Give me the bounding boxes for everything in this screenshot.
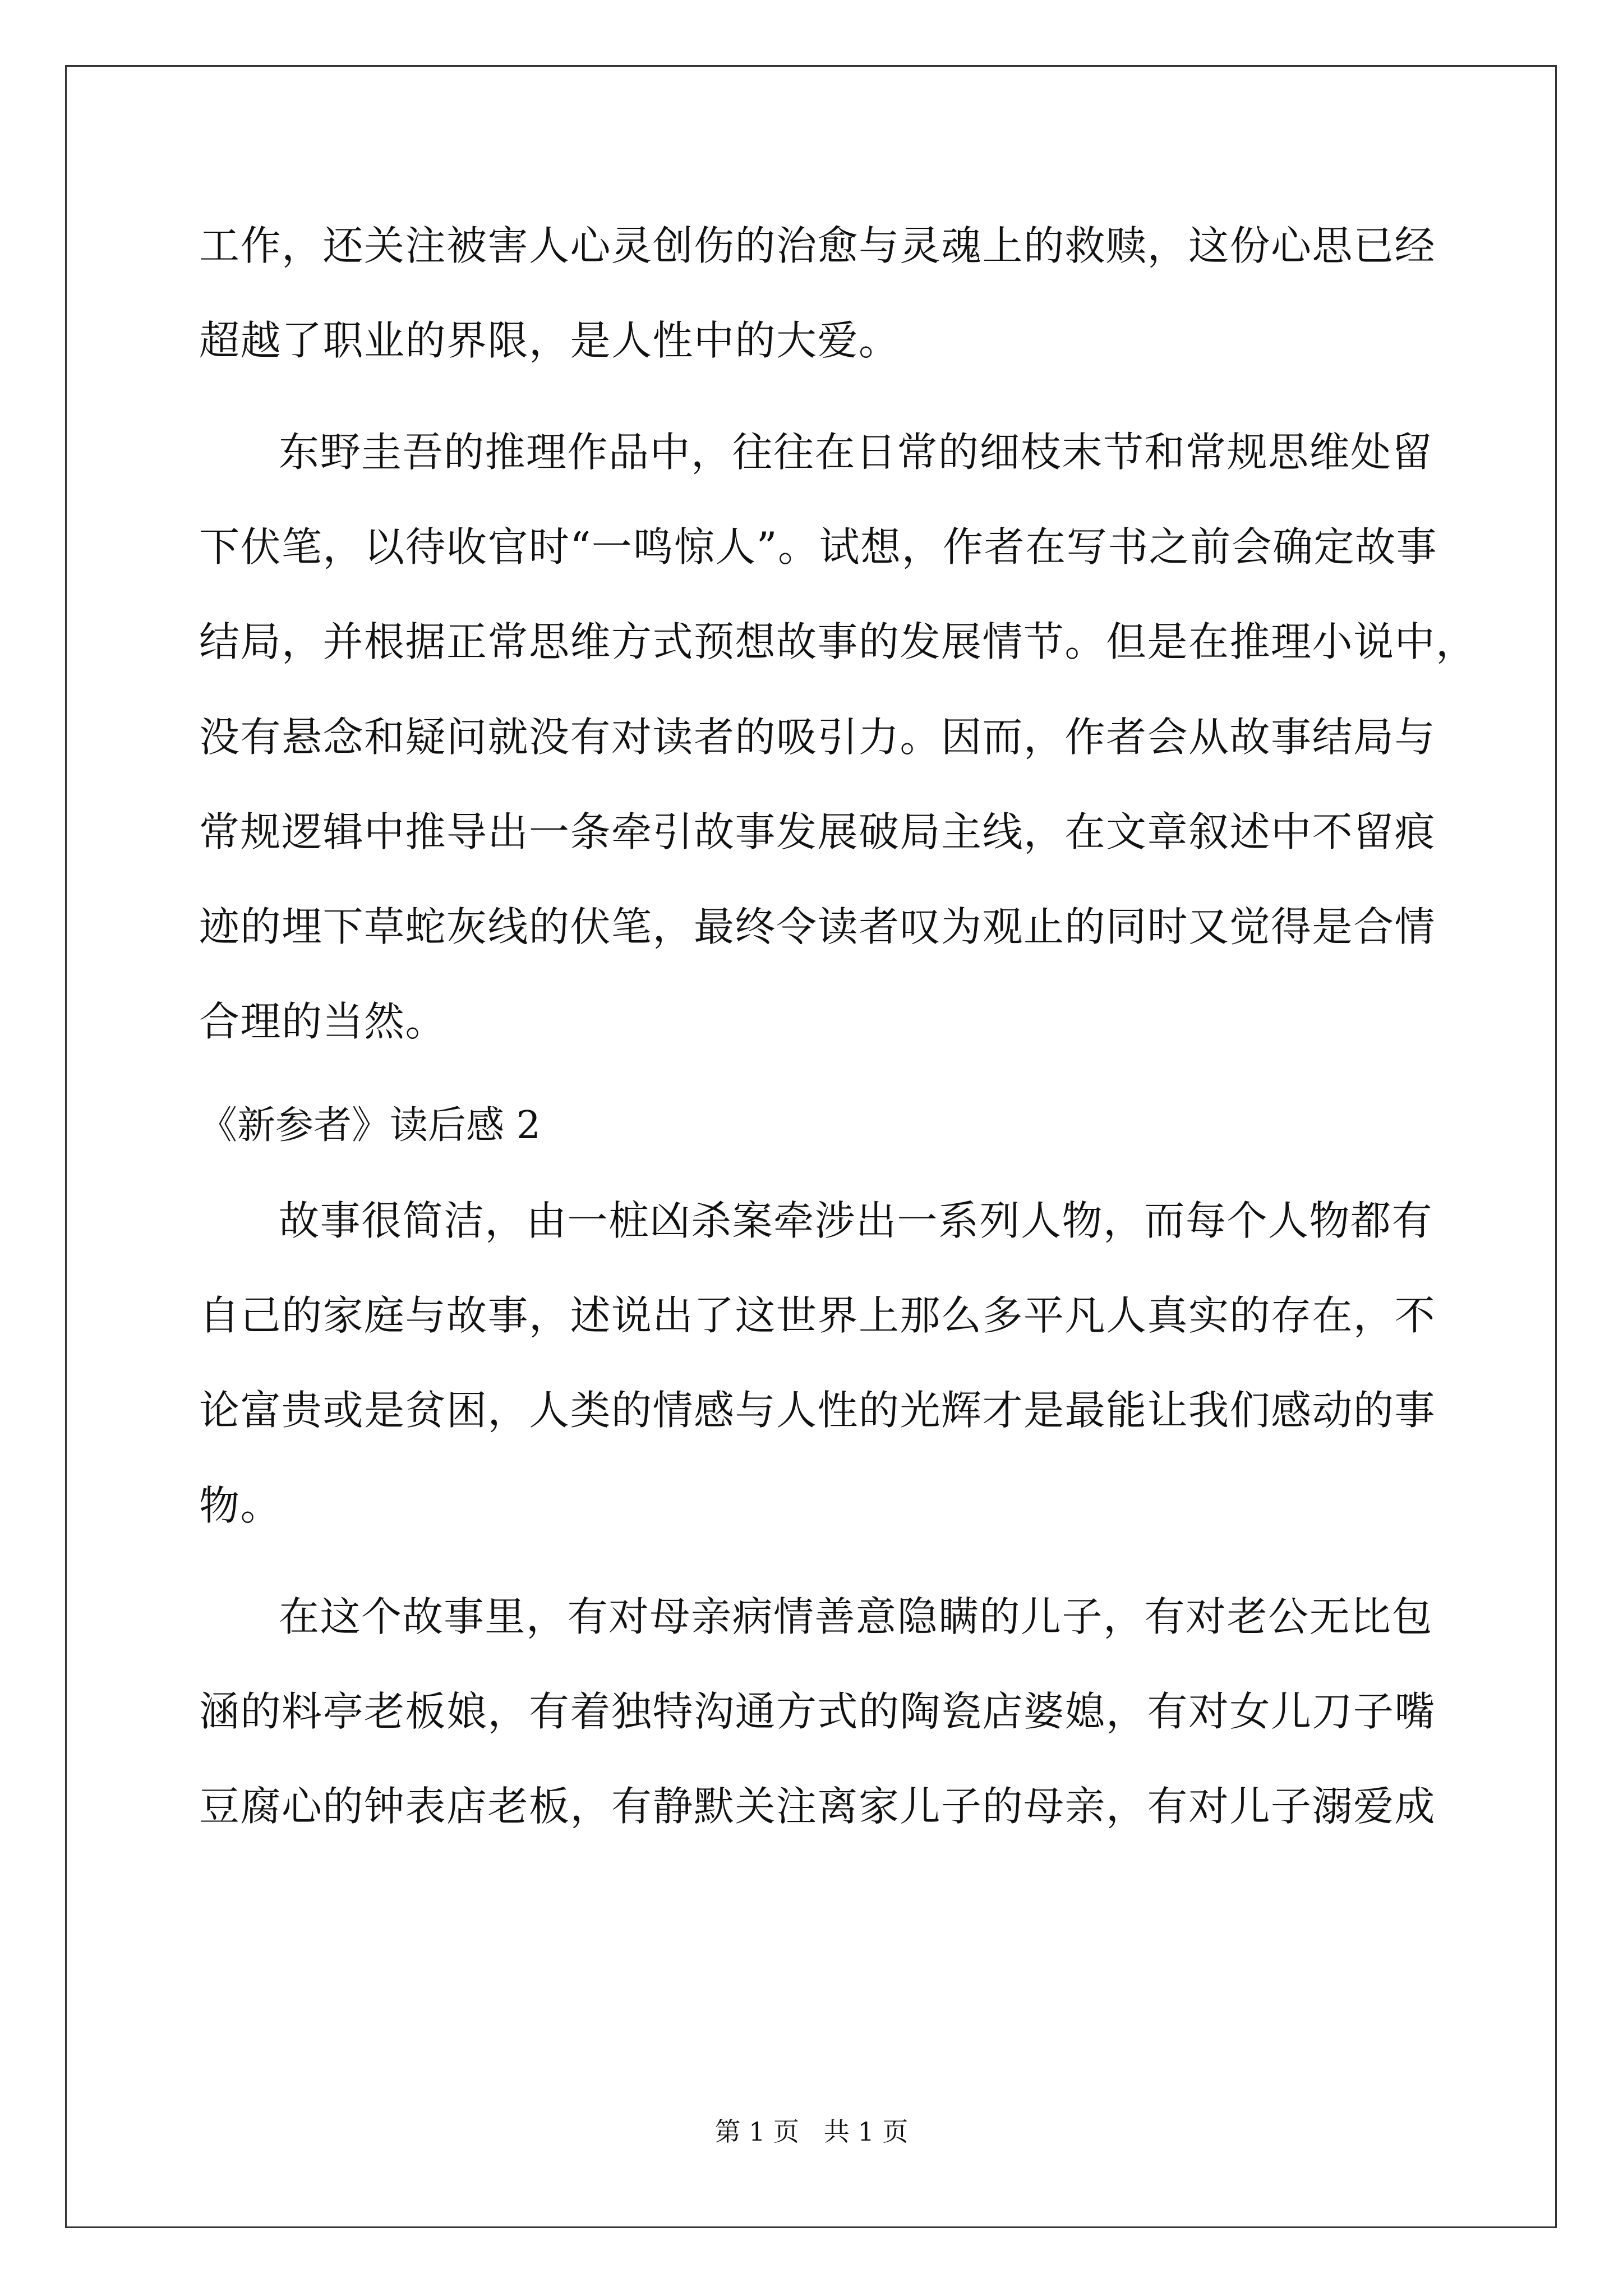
paragraph-1-line-1: 工作，还关注被害人心灵创伤的治愈与灵魂上的救赎，这份心思已经 (199, 222, 1436, 269)
paragraph-4-line-3: 豆腐心的钟表店老板，有静默关注离家儿子的母亲，有对儿子溺爱成 (199, 1783, 1436, 1830)
paragraph-4-line-1: 在这个故事里，有对母亲病情善意隐瞒的儿子，有对老公无比包 (279, 1593, 1433, 1640)
page-footer: 第 1 页 共 1 页 (714, 2116, 909, 2147)
section-heading: 《新参者》读后感 2 (199, 1103, 541, 1148)
paragraph-2-line-5: 常规逻辑中推导出一条牵引故事发展破局主线，在文章叙述中不留痕 (199, 808, 1436, 855)
paragraph-3-line-3: 论富贵或是贫困，人类的情感与人性的光辉才是最能让我们感动的事 (199, 1387, 1436, 1434)
paragraph-2-line-7: 合理的当然。 (199, 998, 447, 1045)
paragraph-2-line-2: 下伏笔，以待收官时“一鸣惊人”。试想，作者在写书之前会确定故事 (199, 523, 1438, 570)
paragraph-3-line-4: 物。 (199, 1482, 282, 1529)
paragraph-2-line-6: 迹的埋下草蛇灰线的伏笔，最终令读者叹为观止的同时又觉得是合情 (199, 903, 1436, 950)
paragraph-3-line-2: 自己的家庭与故事，述说出了这世界上那么多平凡人真实的存在，不 (199, 1292, 1436, 1339)
paragraph-2-line-3: 结局，并根据正常思维方式预想故事的发展情节。但是在推理小说中， (199, 618, 1477, 665)
paragraph-2-line-4: 没有悬念和疑问就没有对读者的吸引力。因而，作者会从故事结局与 (199, 714, 1436, 761)
paragraph-3-line-1: 故事很简洁，由一桩凶杀案牵涉出一系列人物，而每个人物都有 (279, 1197, 1433, 1244)
paragraph-4-line-2: 涵的料亭老板娘，有着独特沟通方式的陶瓷店婆媳，有对女儿刀子嘴 (199, 1688, 1436, 1735)
paragraph-1-line-2: 超越了职业的界限，是人性中的大爱。 (199, 317, 900, 364)
paragraph-2-line-1: 东野圭吾的推理作品中，往往在日常的细枝末节和常规思维处留 (279, 429, 1433, 476)
